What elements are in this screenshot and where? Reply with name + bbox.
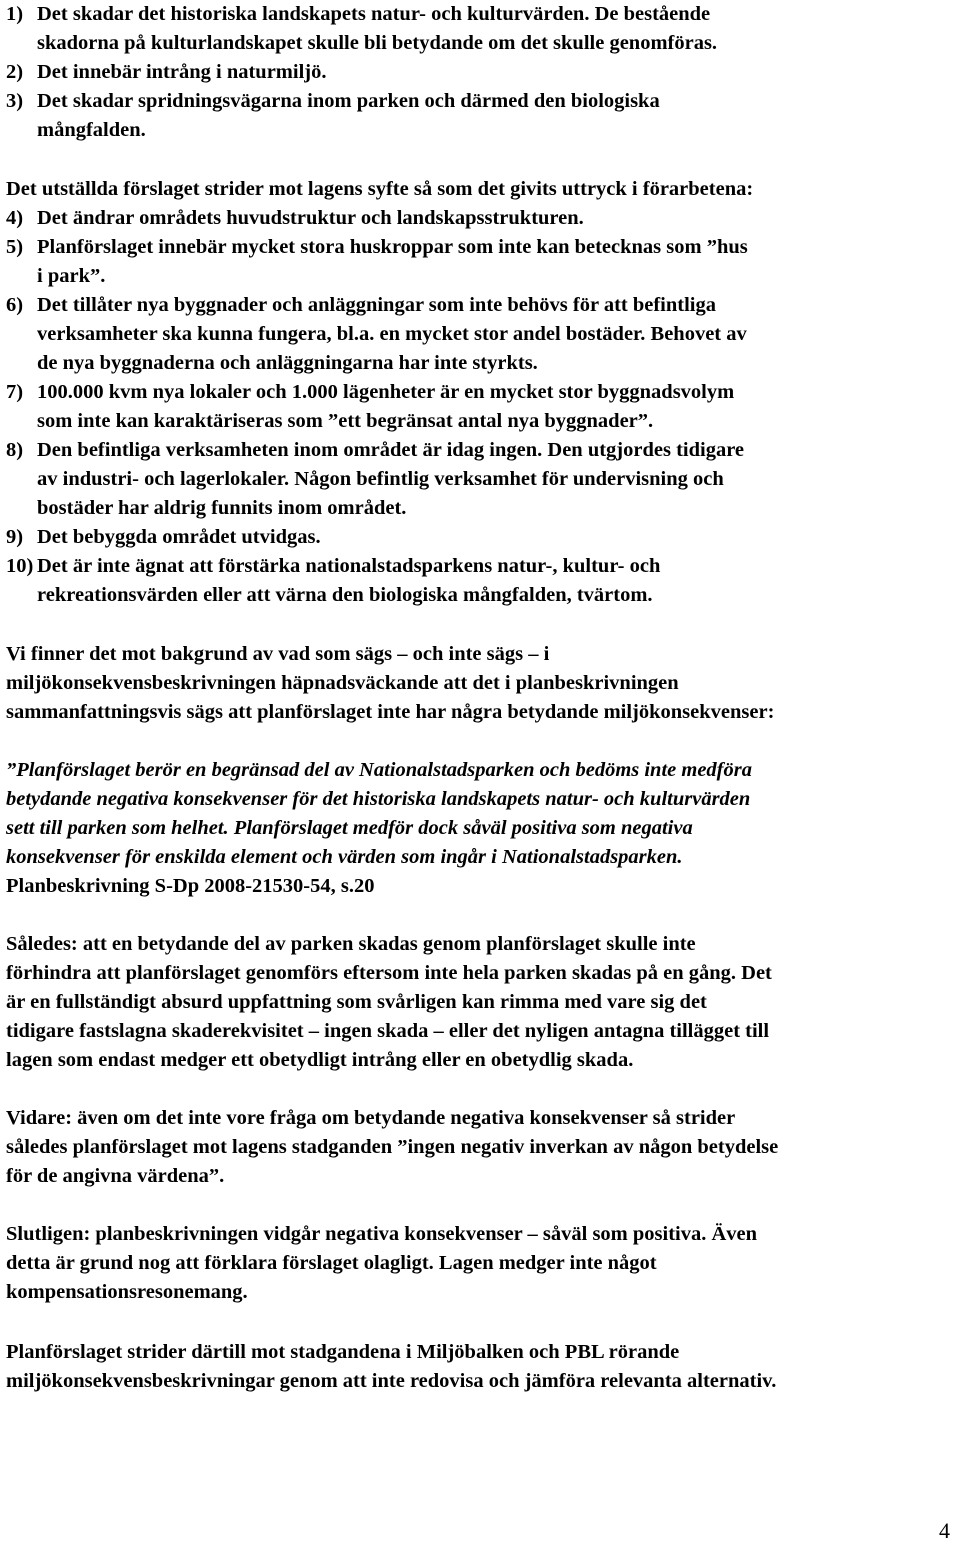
list-item-number: 8) xyxy=(6,439,24,461)
paragraph-line: sammanfattningsvis sägs att planförslaget inte har några betydande miljökonsekvenser: xyxy=(6,701,775,723)
paragraph-line: tidigare fastslagna skaderekvisitet – ingen skada – eller det nyligen antagna tillägget till xyxy=(6,1020,770,1042)
paragraph-line: miljökonsekvensbeskrivningen häpnadsväckande att det i planbeskrivningen xyxy=(6,672,679,694)
list-item-number: 9) xyxy=(6,526,24,548)
paragraph-line: således planförslaget mot lagens stadganden ”ingen negativ inverkan av någon betydelse xyxy=(6,1136,779,1158)
page-number: 4 xyxy=(939,1518,950,1543)
list-item-text: i park”. xyxy=(37,265,106,287)
list-item-text: rekreationsvärden eller att värna den biologiska mångfalden, tvärtom. xyxy=(37,584,653,606)
paragraph-line: lagen som endast medger ett obetydligt intrång eller en obetydlig skada. xyxy=(6,1049,634,1071)
list-item-number: 4) xyxy=(6,207,24,229)
paragraph-line: Slutligen: planbeskrivningen vidgår negativa konsekvenser – såväl som positiva. Även xyxy=(6,1223,758,1245)
paragraph-line: detta är grund nog att förklara förslaget olagligt. Lagen medger inte något xyxy=(6,1252,657,1274)
quote-line: betydande negativa konsekvenser för det historiska landskapets natur- och kulturvärden xyxy=(6,788,751,810)
quote-line: konsekvenser för enskilda element och värden som ingår i Nationalstadsparken. xyxy=(6,846,683,868)
list-item-text: Det skadar spridningsvägarna inom parken och därmed den biologiska xyxy=(37,90,660,112)
list-item-text: mångfalden. xyxy=(37,119,146,141)
list-item-text: skadorna på kulturlandskapet skulle bli betydande om det skulle genomföras. xyxy=(37,32,718,54)
list-item-number: 6) xyxy=(6,294,24,316)
list-item-text: Den befintliga verksamheten inom området är idag ingen. Den utgjordes tidigare xyxy=(37,439,745,461)
list-item-text: av industri- och lagerlokaler. Någon befintlig verksamhet för undervisning och xyxy=(37,468,724,490)
list-item-text: Det innebär intrång i naturmiljö. xyxy=(37,61,327,83)
list-item-text: Det tillåter nya byggnader och anläggningar som inte behövs för att befintliga xyxy=(37,294,716,316)
paragraph-line: för de angivna värdena”. xyxy=(6,1165,225,1187)
paragraph-line: Vidare: även om det inte vore fråga om betydande negativa konsekvenser så strider xyxy=(6,1107,736,1129)
list-item-text: Det skadar det historiska landskapets natur- och kulturvärden. De bestående xyxy=(37,3,711,25)
list-item-text: Det ändrar områdets huvudstruktur och landskapsstrukturen. xyxy=(37,207,584,229)
paragraph-line: förhindra att planförslaget genomförs eftersom inte hela parken skadas på en gång. Det xyxy=(6,962,772,984)
paragraph-line: Vi finner det mot bakgrund av vad som sägs – och inte sägs – i xyxy=(6,643,550,665)
list-item-number: 5) xyxy=(6,236,24,258)
quote-line: sett till parken som helhet. Planförslaget medför dock såväl positiva som negativa xyxy=(6,817,693,839)
list-item-text: som inte kan karaktäriseras som ”ett begränsat antal nya byggnader”. xyxy=(37,410,654,432)
list-item-number: 3) xyxy=(6,90,24,112)
list-item-text: bostäder har aldrig funnits inom området. xyxy=(37,497,407,519)
list-item-text: 100.000 kvm nya lokaler och 1.000 lägenheter är en mycket stor byggnadsvolym xyxy=(37,381,735,403)
list-item-text: Det är inte ägnat att förstärka nationalstadsparkens natur-, kultur- och xyxy=(37,555,661,577)
paragraph-line: miljökonsekvensbeskrivningar genom att inte redovisa och jämföra relevanta alternativ. xyxy=(6,1370,777,1392)
quote-citation: Planbeskrivning S-Dp 2008-21530-54, s.20 xyxy=(6,875,375,897)
paragraph-line: Således: att en betydande del av parken skadas genom planförslaget skulle inte xyxy=(6,933,696,955)
paragraph-line: Planförslaget strider därtill mot stadgandena i Miljöbalken och PBL rörande xyxy=(6,1341,680,1363)
list-item-text: de nya byggnaderna och anläggningarna har inte styrkts. xyxy=(37,352,538,374)
quote-line: ”Planförslaget berör en begränsad del av Nationalstadsparken och bedöms inte medföra xyxy=(6,759,752,781)
list-item-number: 2) xyxy=(6,61,24,83)
list-item-number: 10) xyxy=(6,555,34,577)
list-item-text: Det bebyggda området utvidgas. xyxy=(37,526,321,548)
list-item-number: 7) xyxy=(6,381,24,403)
list-item-text: Planförslaget innebär mycket stora huskroppar som inte kan betecknas som ”hus xyxy=(37,236,748,258)
section-intro: Det utställda förslaget strider mot lagens syfte så som det givits uttryck i förarbetena: xyxy=(6,178,754,200)
list-item-text: verksamheter ska kunna fungera, bl.a. en mycket stor andel bostäder. Behovet av xyxy=(37,323,747,345)
list-item-number: 1) xyxy=(6,3,24,25)
paragraph-line: kompensationsresonemang. xyxy=(6,1281,248,1303)
paragraph-line: är en fullständigt absurd uppfattning som svårligen kan rimma med vare sig det xyxy=(6,991,707,1013)
